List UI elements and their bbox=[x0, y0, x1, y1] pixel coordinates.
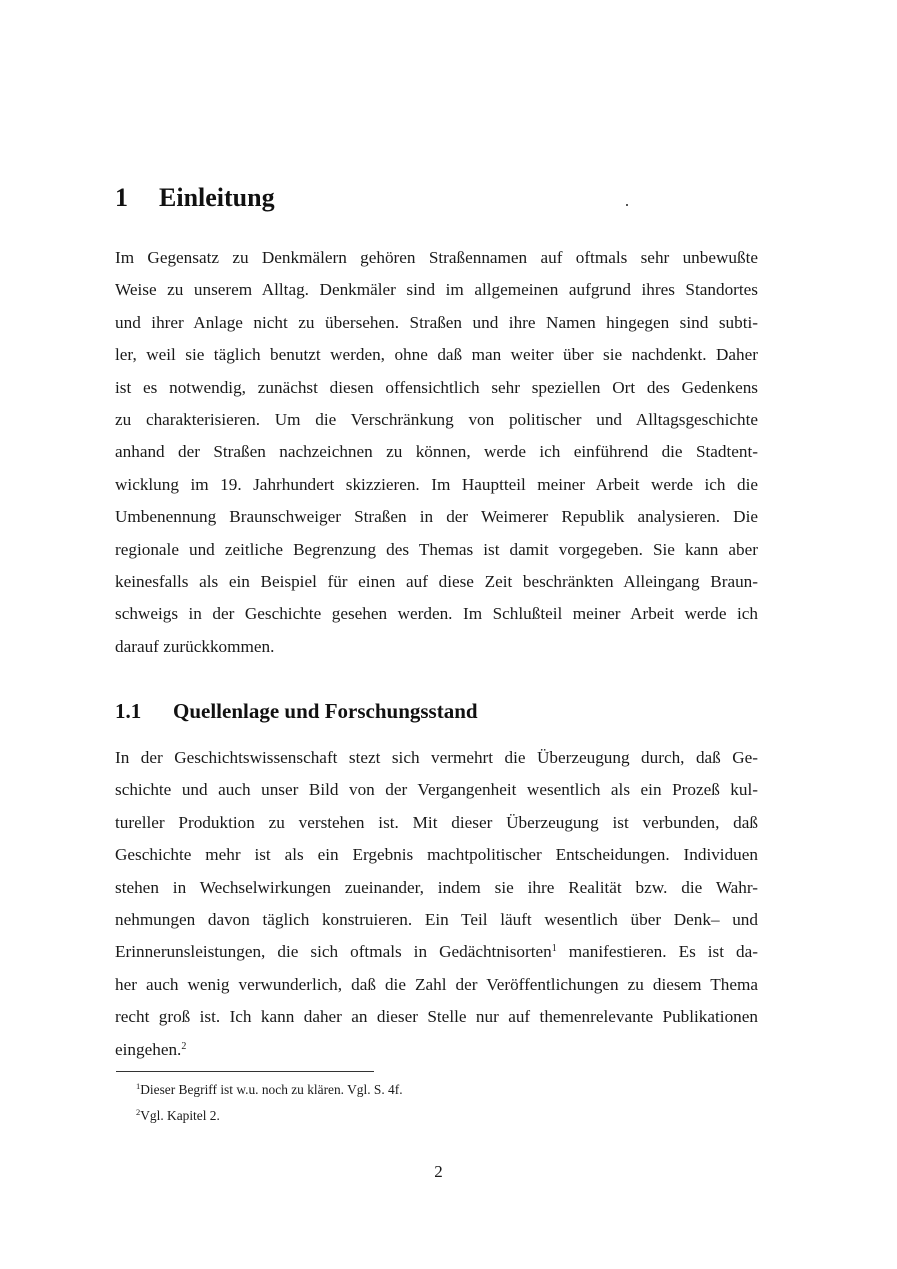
sources-paragraph bbox=[115, 742, 758, 1066]
paragraph-line: stehen in Wechselwirkungen zueinander, indem sie ihre Realität bzw. die Wahr- bbox=[115, 877, 758, 897]
scan-speck bbox=[626, 204, 628, 206]
footnote-2 bbox=[136, 1108, 220, 1124]
paragraph-line-with-footnote bbox=[115, 936, 758, 968]
paragraph-line: Im Gegensatz zu Denkmälern gehören Straßennamen auf oftmals sehr unbewußte bbox=[115, 248, 758, 267]
subsection-number: 1.1 bbox=[115, 699, 142, 723]
paragraph-line: regionale und zeitliche Begrenzung des Themas ist damit vorgegeben. Sie kann aber bbox=[115, 539, 758, 559]
paragraph-line: In der Geschichtswissenschaft stezt sich vermehrt die Überzeugung durch, daß Ge- bbox=[115, 748, 758, 767]
paragraph-line: Geschichte mehr ist als ein Ergebnis machtpolitischer Entscheidungen. Individuen bbox=[115, 845, 758, 865]
section-number: 1 bbox=[115, 183, 128, 212]
footnote-ref-1[interactable]: 1 bbox=[551, 943, 557, 955]
paragraph-line: nehmungen davon täglich konstruieren. Ein Teil läuft wesentlich über Denk– und bbox=[115, 909, 758, 929]
subsection-heading bbox=[115, 699, 478, 724]
section-heading bbox=[115, 183, 275, 213]
subsection-title: Quellenlage und Forschungsstand bbox=[173, 699, 478, 723]
footnote-text: Dieser Begriff ist w.u. noch zu klären. Vgl. S. 4f. bbox=[140, 1082, 403, 1097]
paragraph-line: Weise zu unserem Alltag. Denkmäler sind im allgemeinen aufgrund ihres Standortes bbox=[115, 280, 758, 300]
paragraph-line-with-footnote bbox=[115, 1034, 758, 1066]
paragraph-line: zu charakterisieren. Um die Verschränkung von politischer und Alltagsgeschichte bbox=[115, 409, 758, 429]
paragraph-line: und ihrer Anlage nicht zu übersehen. Straßen und ihre Namen hingegen sind subti- bbox=[115, 312, 758, 332]
paragraph-line: schweigs in der Geschichte gesehen werden. Im Schlußteil meiner Arbeit werde ich bbox=[115, 604, 758, 624]
paragraph-line: tureller Produktion zu verstehen ist. Mit dieser Überzeugung ist verbunden, daß bbox=[115, 812, 758, 832]
paragraph-line: schichte und auch unser Bild von der Vergangenheit wesentlich als ein Prozeß kul- bbox=[115, 780, 758, 800]
paragraph-line: her auch wenig verwunderlich, daß die Zahl der Veröffentlichungen zu diesem Thema bbox=[115, 974, 758, 994]
line-text: eingehen. bbox=[115, 1039, 182, 1059]
footnote-marker: 1 bbox=[136, 1081, 141, 1091]
line-text: manifestieren. Es ist da- bbox=[556, 942, 758, 962]
paragraph-line: wicklung im 19. Jahrhundert skizzieren. Im Hauptteil meiner Arbeit werde ich die bbox=[115, 474, 758, 494]
paragraph-line: ist es notwendig, zunächst diesen offensichtlich sehr speziellen Ort des Gedenkens bbox=[115, 377, 758, 397]
footnote-1 bbox=[136, 1082, 403, 1098]
section-title: Einleitung bbox=[159, 183, 275, 212]
footnote-marker: 2 bbox=[136, 1107, 141, 1117]
paragraph-line: recht groß ist. Ich kann daher an dieser Stelle nur auf themenrelevante Publikationen bbox=[115, 1007, 758, 1027]
intro-paragraph bbox=[115, 242, 758, 663]
footnote-separator bbox=[116, 1071, 374, 1072]
paragraph-line: anhand der Straßen nachzeichnen zu können, werde ich einführend die Stadtent- bbox=[115, 442, 758, 462]
line-text: Erinnerunsleistungen, die sich oftmals in Gedächtnisorten bbox=[115, 942, 552, 962]
paragraph-line: Umbenennung Braunschweiger Straßen in der Weimerer Republik analysieren. Die bbox=[115, 507, 758, 527]
paragraph-line: keinesfalls als ein Beispiel für einen auf diese Zeit beschränkten Alleingang Braun- bbox=[115, 571, 758, 591]
footnote-ref-2[interactable]: 2 bbox=[181, 1040, 187, 1052]
page-number: 2 bbox=[434, 1162, 443, 1181]
paragraph-line: ler, weil sie täglich benutzt werden, ohne daß man weiter über sie nachdenkt. Daher bbox=[115, 345, 758, 365]
footnote-text: Vgl. Kapitel 2. bbox=[140, 1108, 220, 1123]
paragraph-line: darauf zurückkommen. bbox=[115, 636, 275, 656]
